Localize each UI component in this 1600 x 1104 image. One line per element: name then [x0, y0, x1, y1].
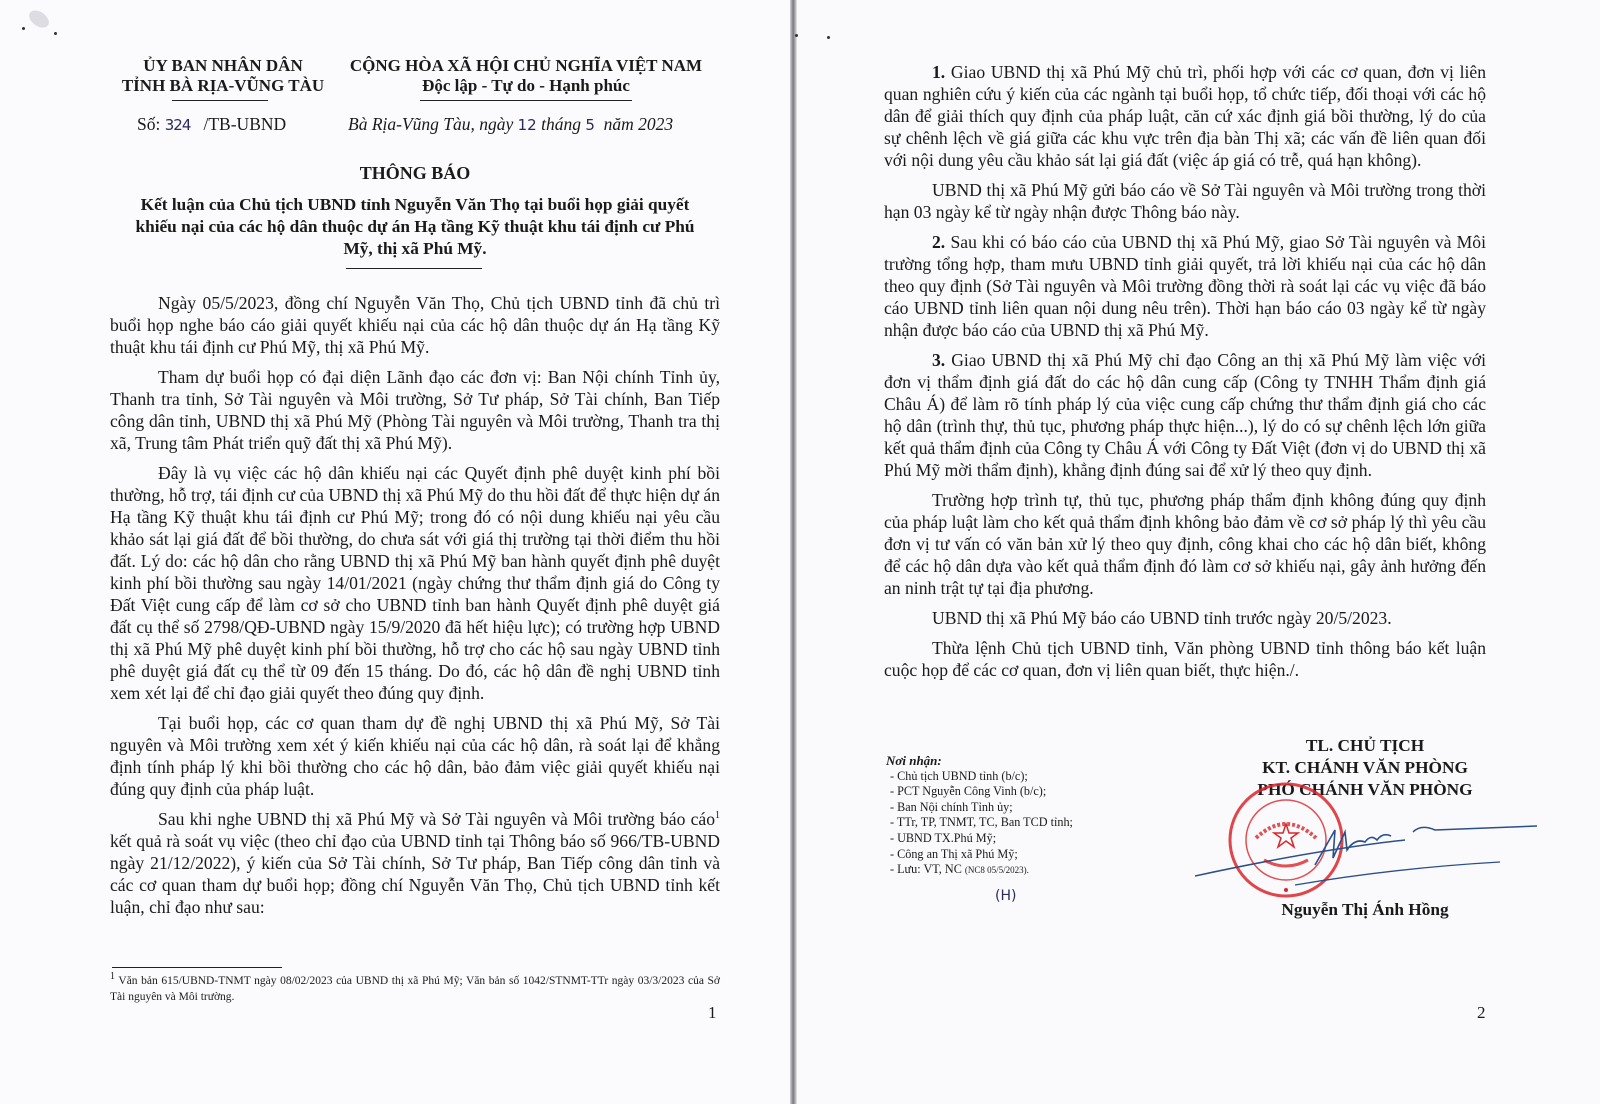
- signature-title-2: KT. CHÁNH VĂN PHÒNG: [1262, 758, 1468, 777]
- page-number: 1: [708, 1003, 717, 1022]
- signature-icon: [1195, 810, 1540, 890]
- nation-name: CỘNG HÒA XÃ HỘI CHỦ NGHĨA VIỆT NAM: [349, 56, 703, 75]
- scan-speck: [827, 36, 830, 39]
- page-gutter: [790, 0, 797, 1104]
- signer-name: Nguyễn Thị Ánh Hồng: [1281, 900, 1449, 919]
- page-number: 2: [1477, 1003, 1486, 1022]
- signature-title-3: PHÓ CHÁNH VĂN PHÒNG: [1257, 780, 1473, 799]
- paragraph: Thừa lệnh Chủ tịch UBND tỉnh, Văn phòng UBND tỉnh thông báo kết luận cuộc họp để các cơ quan, đơn vị liên quan biết, thực hiện./.: [884, 638, 1486, 680]
- recipient: - Chủ tịch UBND tỉnh (b/c);: [886, 769, 1206, 785]
- directive-item-2: 2. Sau khi có báo cáo của UBND thị xã Phú Mỹ, giao Sở Tài nguyên và Môi trường tổng hợp, tham mưu UBND tỉnh giải quyết, trả lời khiếu nại của các hộ dân theo quy định (Sở Tài nguyên và Môi trường đồng thời rà soát lại các vụ việc đã báo cáo UBND tỉnh liên quan nội dung nêu trên). Thời hạn báo cáo 03 ngày kể từ ngày nhận được báo cáo của UBND thị xã Phú Mỹ.: [884, 232, 1486, 340]
- motto: Độc lập - Tự do - Hạnh phúc: [422, 76, 630, 95]
- recipient: - PCT Nguyễn Công Vinh (b/c);: [886, 784, 1206, 800]
- handwritten-day: 12: [517, 116, 537, 134]
- authority-line-1: ỦY BAN NHÂN DÂN: [143, 56, 303, 75]
- scan-speck: [22, 27, 25, 30]
- scan-smudge: [26, 7, 52, 31]
- page-2-body: [884, 61, 1486, 689]
- recipients-title: Nơi nhận:: [886, 753, 942, 768]
- national-motto: [336, 56, 716, 96]
- handwritten-number: 324: [164, 116, 191, 134]
- footnote: $^1$ Văn bản 615/UBND-TNMT ngày 08/02/2023 của UBND thị xã Phú Mỹ; Văn bản số 1042/STNMT-TTr ngày 03/3/2023 của Sở Tài nguyên và Môi trường.: [110, 971, 720, 1003]
- paragraph: Sau khi nghe UBND thị xã Phú Mỹ và Sở Tài nguyên và Môi trường báo cáo$^1$ kết quả rà soát vụ việc (theo chỉ đạo của UBND tỉnh tại Thông báo số 966/TB-UBND ngày 21/12/2022), ý kiến của Sở Tài chính, Sở Tư pháp, Ban Tiếp công dân tỉnh và các cơ quan tham dự buổi họp; đồng chí Nguyễn Văn Thọ, Chủ tịch UBND tỉnh kết luận, chỉ đạo như sau:: [110, 809, 720, 917]
- page-1-body: [110, 292, 720, 926]
- document-number: Số: 324 /TB-UBND: [137, 114, 287, 134]
- authority-line-2: TỈNH BÀ RỊA-VŨNG TÀU: [121, 76, 325, 95]
- directive-item-1: 1. Giao UBND thị xã Phú Mỹ chủ trì, phối hợp với các cơ quan, đơn vị liên quan nghiên cứu ý kiến của các ngành tại buổi họp, tổ chức tiếp, đối thoại với các hộ dân để giải thích quy định của pháp luật, căn cứ xác định giá bồi thường, lý do của sự chênh lệch về giá giữa các khu vực trên địa bàn Thị xã; các vấn đề liên quan đối với nội dung yêu cầu khảo sát lại giá đất (việc áp giá có trễ, quá hạn không).: [884, 62, 1486, 170]
- subject-underline: [346, 268, 482, 269]
- recipient: - UBND TX.Phú Mỹ;: [886, 831, 1206, 847]
- motto-underline: [420, 100, 632, 101]
- footnote-separator: [112, 967, 282, 968]
- recipient: - Ban Nội chính Tỉnh ủy;: [886, 800, 1206, 816]
- signature-title-1: TL. CHỦ TỊCH: [1305, 736, 1425, 755]
- scan-speck: [795, 34, 798, 37]
- recipient: - Lưu: VT, NC (NC8 05/5/2023).: [886, 862, 1206, 879]
- document-type: THÔNG BÁO: [359, 163, 471, 183]
- document-page-1: [0, 0, 790, 1104]
- authority-underline: [172, 100, 268, 101]
- handwritten-month: 5: [585, 116, 595, 134]
- paragraph: Đây là vụ việc các hộ dân khiếu nại các Quyết định phê duyệt kinh phí bồi thường, hỗ trợ, tái định cư của UBND thị xã Phú Mỹ do thu hồi đất để thực hiện dự án Hạ tầng Kỹ thuật khu tái định cư Phú Mỹ; trong đó có nội dung khiếu nại yêu cầu khảo sát lại giá đất để bồi thường, do chưa sát với giá thị trường tại thời điểm thu hồi đất. Lý do: các hộ dân cho rằng UBND thị xã Phú Mỹ ban hành quyết định phê duyệt kinh phí bồi thường sau ngày 14/01/2021 (ngày chứng thư thẩm định giá do Công ty Đất Việt cung cấp để làm cơ sở cho UBND tỉnh ban hành Quyết định phê duyệt giá đất cụ thể số 2798/QĐ-UBND ngày 15/9/2020 đã hết hiệu lực); có trường hợp UBND thị xã Phú Mỹ phê duyệt kinh phí bồi thường, hỗ trợ cho các hộ sau ngày UBND tỉnh phê duyệt giá đất cụ thể từ 09 đến 15 tháng. Do đó, các hộ dân đề nghị UBND tỉnh xem xét lại để chỉ đạo giải quyết theo đúng quy định.: [110, 463, 720, 703]
- issuing-authority: [108, 56, 338, 96]
- place-and-date: Bà Rịa-Vũng Tàu, ngày 12 tháng 5 năm 2023: [348, 114, 674, 134]
- handwritten-initials: (H): [995, 888, 1017, 904]
- scan-speck: [54, 32, 57, 35]
- footnote-reference[interactable]: 1: [715, 810, 720, 822]
- directive-item-3: 3. Giao UBND thị xã Phú Mỹ chỉ đạo Công an thị xã Phú Mỹ làm việc với đơn vị thẩm định giá đất do các hộ dân cung cấp (Công ty TNHH Thẩm định giá Châu Á) để làm rõ tính pháp lý của việc cung cấp chứng thư thẩm định giá cho các hộ dân (trình thự, thủ tục, phương pháp thực hiện...), lý do có sự chênh lệch lớn giữa kết quả thẩm định của Công ty Châu Á với Công ty Đất Việt (đơn vị do UBND thị xã Phú Mỹ mời thẩm định), khẳng định đúng sai để xử lý theo quy định.: [884, 350, 1486, 480]
- recipients-list: [886, 753, 1206, 879]
- paragraph: UBND thị xã Phú Mỹ gửi báo cáo về Sở Tài nguyên và Môi trường trong thời hạn 03 ngày kể từ ngày nhận được Thông báo này.: [884, 180, 1486, 222]
- paragraph: Tại buổi họp, các cơ quan tham dự đề nghị UBND thị xã Phú Mỹ, Sở Tài nguyên và Môi trường xem xét ý kiến khiếu nại của các hộ dân, rà soát lại để khẳng định tính pháp lý khi bồi thường cho các hộ dân, bảo đảm việc giải quyết khiếu nại đúng quy định của pháp luật.: [110, 713, 720, 799]
- recipient: - Công an Thị xã Phú Mỹ;: [886, 847, 1206, 863]
- paragraph: Tham dự buổi họp có đại diện Lãnh đạo các đơn vị: Ban Nội chính Tỉnh ủy, Thanh tra tỉnh, Sở Tài nguyên và Môi trường, Sở Tư pháp, Sở Tài chính, Ban Tiếp công dân tỉnh, UBND thị xã Phú Mỹ (Phòng Tài nguyên và Môi trường, Thanh tra thị xã, Trung tâm Phát triển quỹ đất thị xã Phú Mỹ).: [110, 367, 720, 453]
- paragraph: Ngày 05/5/2023, đồng chí Nguyễn Văn Thọ, Chủ tịch UBND tỉnh đã chủ trì buổi họp nghe báo cáo giải quyết khiếu nại của các hộ dân thuộc dự án Hạ tầng Kỹ thuật khu tái định cư Phú Mỹ, thị xã Phú Mỹ.: [110, 293, 720, 357]
- paragraph: Trường hợp trình tự, thủ tục, phương pháp thẩm định không đúng quy định của pháp luật làm cho kết quả thẩm định không bảo đảm về cơ sở pháp lý thì yêu cầu đơn vị tư vấn có văn bản xử lý theo quy định, công khai cho các hộ dân biết, không để các hộ dân dựa vào kết quả thẩm định đó làm cơ sở khiếu nại, gây ảnh hưởng đến an ninh trật tự tại địa phương.: [884, 490, 1486, 598]
- recipient: - TTr, TP, TNMT, TC, Ban TCD tỉnh;: [886, 815, 1206, 831]
- paragraph: UBND thị xã Phú Mỹ báo cáo UBND tỉnh trước ngày 20/5/2023.: [932, 608, 1392, 628]
- document-subject: Kết luận của Chủ tịch UBND tỉnh Nguyễn Văn Thọ tại buổi họp giải quyết khiếu nại của các hộ dân thuộc dự án Hạ tầng Kỹ thuật khu tái định cư Phú Mỹ, thị xã Phú Mỹ.: [135, 195, 695, 258]
